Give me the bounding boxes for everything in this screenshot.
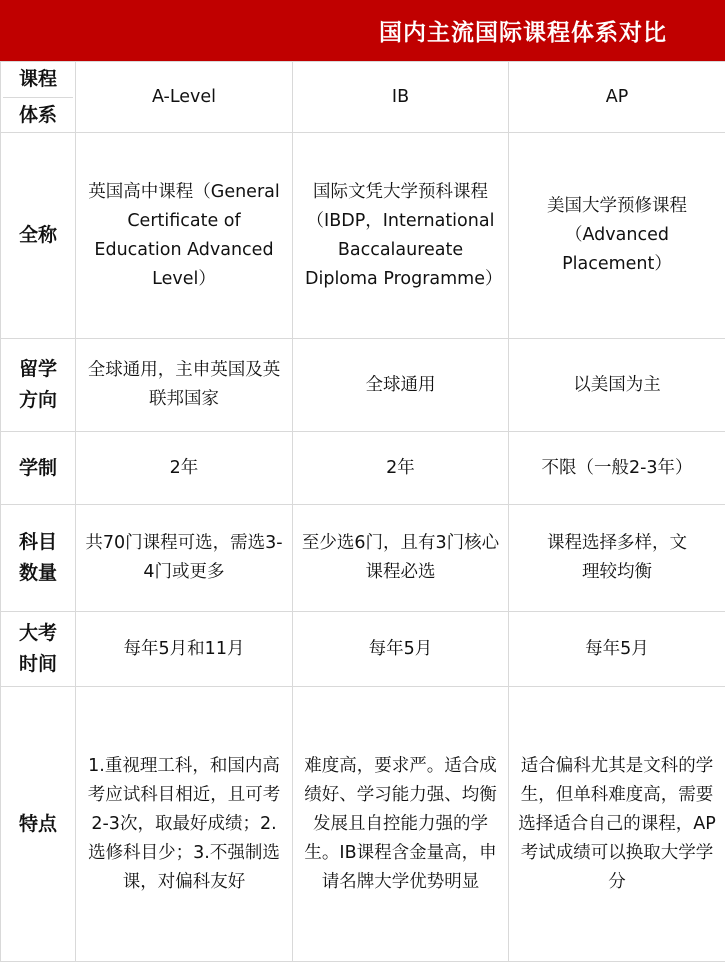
cell-subjects-alevel: 共70门课程可选，需选3-4门或更多 xyxy=(76,505,293,612)
cell-duration-ib: 2年 xyxy=(293,432,509,505)
row-label-line1: 科目 xyxy=(19,527,57,558)
cell-exam-ib: 每年5月 xyxy=(293,612,509,687)
cell-features-alevel: 1.重视理工科，和国内高考应试科目相近，且可考2-3次，取最好成绩；2.选修科目少；3.不强制选课，对偏科友好 xyxy=(76,687,293,962)
cell-features-ap: 适合偏科尤其是文科的学生，但单科难度高，需要选择适合自己的课程，AP考试成绩可以换取大学学分 xyxy=(509,687,725,962)
header-label-line1: 课程 xyxy=(19,64,57,95)
cell-exam-ap: 每年5月 xyxy=(509,612,725,687)
cell-full-name-ib: 国际文凭大学预科课程（IBDP，International Baccalaureate Diploma Programme） xyxy=(293,133,509,339)
cell-exam-alevel: 每年5月和11月 xyxy=(76,612,293,687)
cell-features-ib: 难度高，要求严。适合成绩好、学习能力强、均衡发展且自控能力强的学生。IB课程含金量高，申请名牌大学优势明显 xyxy=(293,687,509,962)
header-label-cell xyxy=(1,62,76,133)
cell-full-name-ap: 美国大学预修课程（Advanced Placement） xyxy=(509,133,725,339)
row-study-destination xyxy=(1,339,725,432)
row-label-line2: 方向 xyxy=(19,385,57,416)
row-duration xyxy=(1,432,725,505)
cell-destination-ib: 全球通用 xyxy=(293,339,509,432)
row-label-text: 特点 xyxy=(19,813,57,835)
row-label-text: 全称 xyxy=(19,224,57,246)
row-exam-time xyxy=(1,612,725,687)
header-label-divider xyxy=(3,97,73,98)
row-full-name xyxy=(1,133,725,339)
column-header-alevel: A-Level xyxy=(76,62,293,133)
row-label-study-destination xyxy=(1,339,76,432)
row-label-full-name xyxy=(1,133,76,339)
cell-duration-ap: 不限（一般2-3年） xyxy=(509,432,725,505)
row-label-subject-count xyxy=(1,505,76,612)
column-header-ib: IB xyxy=(293,62,509,133)
row-label-exam-time xyxy=(1,612,76,687)
cell-duration-alevel: 2年 xyxy=(76,432,293,505)
comparison-table xyxy=(0,61,725,962)
cell-destination-alevel: 全球通用，主申英国及英联邦国家 xyxy=(76,339,293,432)
row-label-line2: 数量 xyxy=(19,558,57,589)
row-label-text: 学制 xyxy=(19,457,57,479)
row-label-line1: 大考 xyxy=(19,618,57,649)
row-label-line2: 时间 xyxy=(19,649,57,680)
cell-subjects-ib: 至少选6门，且有3门核心课程必选 xyxy=(293,505,509,612)
row-label-features xyxy=(1,687,76,962)
row-label-line1: 留学 xyxy=(19,354,57,385)
cell-subjects-ap: 课程选择多样，文理较均衡 xyxy=(509,505,725,612)
row-label-duration xyxy=(1,432,76,505)
header-row xyxy=(1,62,725,133)
page-title: 国内主流国际课程体系对比 xyxy=(0,0,725,61)
cell-destination-ap: 以美国为主 xyxy=(509,339,725,432)
cell-full-name-alevel: 英国高中课程（General Certificate of Education Advanced Level） xyxy=(76,133,293,339)
row-subject-count xyxy=(1,505,725,612)
column-header-ap: AP xyxy=(509,62,725,133)
row-features xyxy=(1,687,725,962)
header-label-line2: 体系 xyxy=(19,100,57,131)
